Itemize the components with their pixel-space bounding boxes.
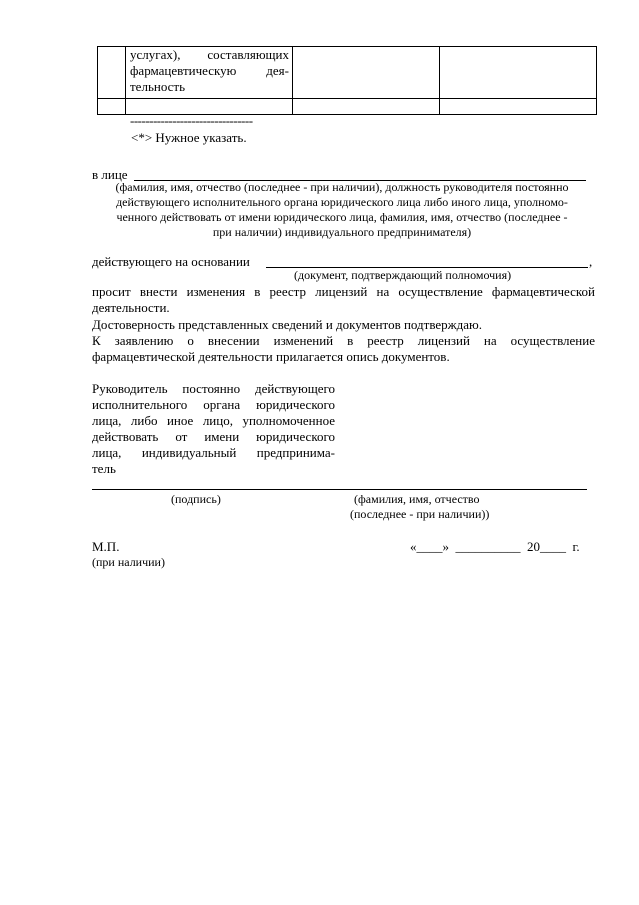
- table-cell-number: [98, 47, 126, 99]
- stamp-label: М.П.: [92, 539, 120, 554]
- caption-line: при наличии) индивидуального предпринимателя): [212, 225, 472, 239]
- cell-line: фармацевтическую дея-: [130, 63, 289, 78]
- table-cell-empty: [440, 99, 597, 115]
- table-row: [98, 47, 597, 99]
- date-field: «____» __________ 20____ г.: [410, 539, 580, 554]
- confirm-paragraph: Достоверность представленных сведений и документов подтверждаю.: [92, 317, 482, 332]
- signer-line: лица, либо иное лицо, уполномоченное: [92, 413, 335, 428]
- table-cell-empty: [440, 47, 597, 99]
- basis-prefix: действующего на основании: [92, 254, 250, 269]
- representative-caption: [92, 180, 592, 240]
- attachment-paragraph: К заявлению о внесении изменений в реестр лицензий на осуществление фармацевтической деятельности прилагается опись документов.: [92, 333, 595, 364]
- continuation-table: [97, 46, 597, 115]
- cell-line: тельность: [130, 79, 186, 94]
- table-cell-description: [126, 47, 293, 99]
- footnote-separator: --------------------------------: [130, 113, 253, 128]
- signer-line: исполнительного органа юридического: [92, 397, 335, 412]
- representative-prefix: в лице: [92, 167, 128, 182]
- signer-line: лица, индивидуальный предпринима-: [92, 445, 335, 460]
- basis-caption: (документ, подтверждающий полномочия): [294, 268, 512, 282]
- table-cell-empty: [293, 99, 440, 115]
- request-paragraph: просит внести изменения в реестр лицензий на осуществление фармацевтической деятельности.: [92, 284, 595, 315]
- signer-line: тель: [92, 461, 116, 476]
- signer-line: Руководитель постоянно действующего: [92, 381, 335, 396]
- table-cell-number: [98, 99, 126, 115]
- caption-line: ченного действовать от имени юридического лица, фамилия, имя, отчество (последнее -: [116, 210, 568, 224]
- cell-line: услугах), составляющих: [130, 47, 289, 62]
- signer-line: действовать от имени юридического: [92, 429, 335, 444]
- caption-line: действующего исполнительного органа юридического лица либо иного лица, уполномо-: [116, 195, 568, 209]
- signature-underline: [92, 489, 587, 490]
- basis-suffix: ,: [589, 254, 593, 269]
- footnote-text: <*> Нужное указать.: [131, 130, 247, 145]
- name-caption-cont: (последнее - при наличии)): [350, 507, 490, 521]
- caption-line: (фамилия, имя, отчество (последнее - при наличии), должность руководителя постоянно: [115, 180, 569, 194]
- stamp-note: (при наличии): [92, 555, 165, 569]
- name-caption: (фамилия, имя, отчество: [354, 492, 480, 506]
- table-cell-empty: [293, 47, 440, 99]
- signer-block: [92, 381, 335, 477]
- signature-caption: (подпись): [171, 492, 221, 506]
